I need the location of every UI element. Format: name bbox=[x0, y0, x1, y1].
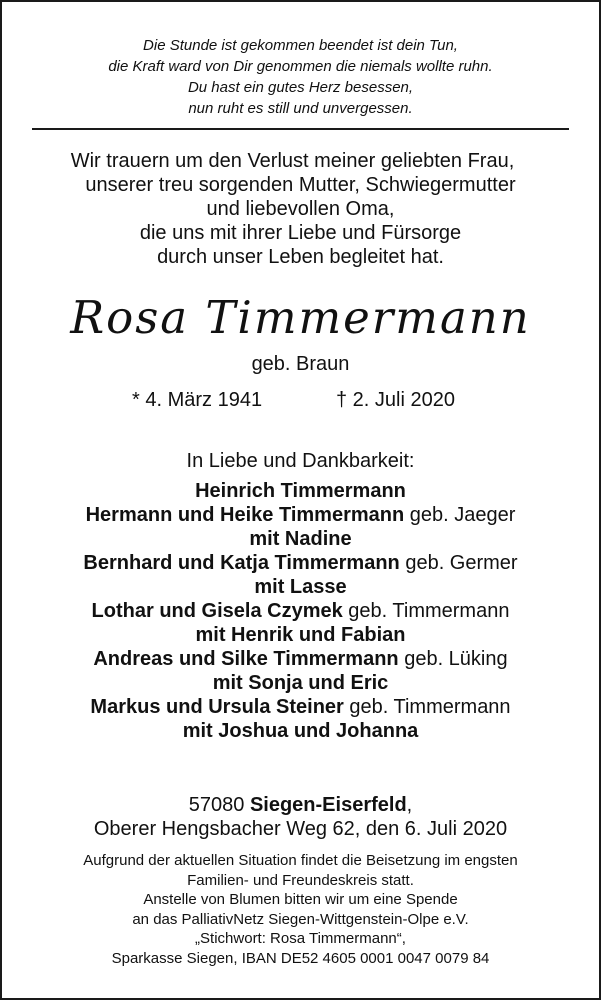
family-entry bbox=[2, 503, 599, 527]
statement-line: unserer treu sorgenden Mutter, Schwiegermutter bbox=[85, 174, 516, 196]
family-children: mit Nadine bbox=[249, 528, 352, 550]
poem-line: Du hast ein gutes Herz besessen, bbox=[187, 79, 414, 96]
family-names: Bernhard und Katja Timmermann bbox=[83, 552, 400, 574]
poem-line: nun ruht es still und unvergessen. bbox=[188, 100, 413, 117]
maiden-name: geb. Braun bbox=[251, 353, 350, 375]
family-maiden: geb. Timmermann bbox=[343, 696, 511, 718]
divider-line bbox=[32, 128, 569, 130]
address-city-line bbox=[2, 793, 599, 817]
statement-line: die uns mit ihrer Liebe und Fürsorge bbox=[139, 222, 462, 244]
family-children: mit Sonja und Eric bbox=[212, 672, 389, 694]
family-entry bbox=[2, 551, 599, 575]
notice-line: an das PalliativNetz Siegen-Wittgenstein-Olpe e.V. bbox=[132, 910, 469, 928]
life-dates bbox=[2, 388, 599, 412]
family-children: mit Henrik und Fabian bbox=[195, 624, 406, 646]
family-children: mit Lasse bbox=[254, 576, 347, 598]
funeral-notice bbox=[2, 851, 599, 969]
notice-line: Anstelle von Blumen bitten wir um eine Spende bbox=[143, 891, 458, 909]
poem-line: Die Stunde ist gekommen beendet ist dein Tun, bbox=[143, 37, 458, 54]
family-entry bbox=[2, 479, 599, 503]
family-maiden: geb. Jaeger bbox=[404, 504, 516, 526]
family-entry bbox=[2, 599, 599, 623]
notice-line: „Stichwort: Rosa Timmermann“, bbox=[195, 930, 406, 948]
postcode: 57080 bbox=[188, 794, 250, 816]
family-names: Hermann und Heike Timmermann bbox=[85, 504, 405, 526]
family-names: Heinrich Timmermann bbox=[195, 480, 406, 502]
statement-line: Wir trauern um den Verlust meiner geliebten Frau, bbox=[70, 150, 515, 172]
family-names: Lothar und Gisela Czymek bbox=[91, 600, 343, 622]
city-comma: , bbox=[406, 794, 413, 816]
notice-line: Sparkasse Siegen, IBAN DE52 4605 0001 0047 0079 84 bbox=[111, 949, 490, 967]
family-list bbox=[2, 479, 599, 743]
notice-line: Aufgrund der aktuellen Situation findet die Beisetzung im engsten bbox=[83, 852, 518, 869]
street-date-line: Oberer Hengsbacher Weg 62, den 6. Juli 2020 bbox=[93, 818, 508, 840]
family-entry bbox=[2, 695, 599, 719]
family-maiden: geb. Germer bbox=[399, 552, 518, 574]
deceased-name: Rosa Timmermann bbox=[70, 291, 531, 344]
birth-date: * 4. März 1941 bbox=[132, 389, 263, 411]
thanks-line: In Liebe und Dankbarkeit: bbox=[186, 450, 415, 472]
family-entry bbox=[2, 647, 599, 671]
mourning-statement bbox=[2, 149, 599, 269]
death-date: † 2. Juli 2020 bbox=[336, 389, 455, 411]
statement-line: durch unser Leben begleitet hat. bbox=[157, 246, 444, 268]
family-maiden: geb. Timmermann bbox=[342, 600, 510, 622]
statement-line: und liebevollen Oma, bbox=[206, 198, 395, 220]
address-block bbox=[2, 793, 599, 841]
family-names: Markus und Ursula Steiner bbox=[90, 696, 344, 718]
city: Siegen-Eiserfeld bbox=[249, 794, 407, 816]
family-names: Andreas und Silke Timmermann bbox=[93, 648, 399, 670]
poem-line: die Kraft ward von Dir genommen die niemals wollte ruhn. bbox=[108, 58, 493, 75]
memorial-poem bbox=[2, 35, 599, 119]
notice-line: Familien- und Freundeskreis statt. bbox=[187, 871, 414, 889]
family-children: mit Joshua und Johanna bbox=[182, 720, 419, 742]
family-maiden: geb. Lüking bbox=[398, 648, 508, 670]
